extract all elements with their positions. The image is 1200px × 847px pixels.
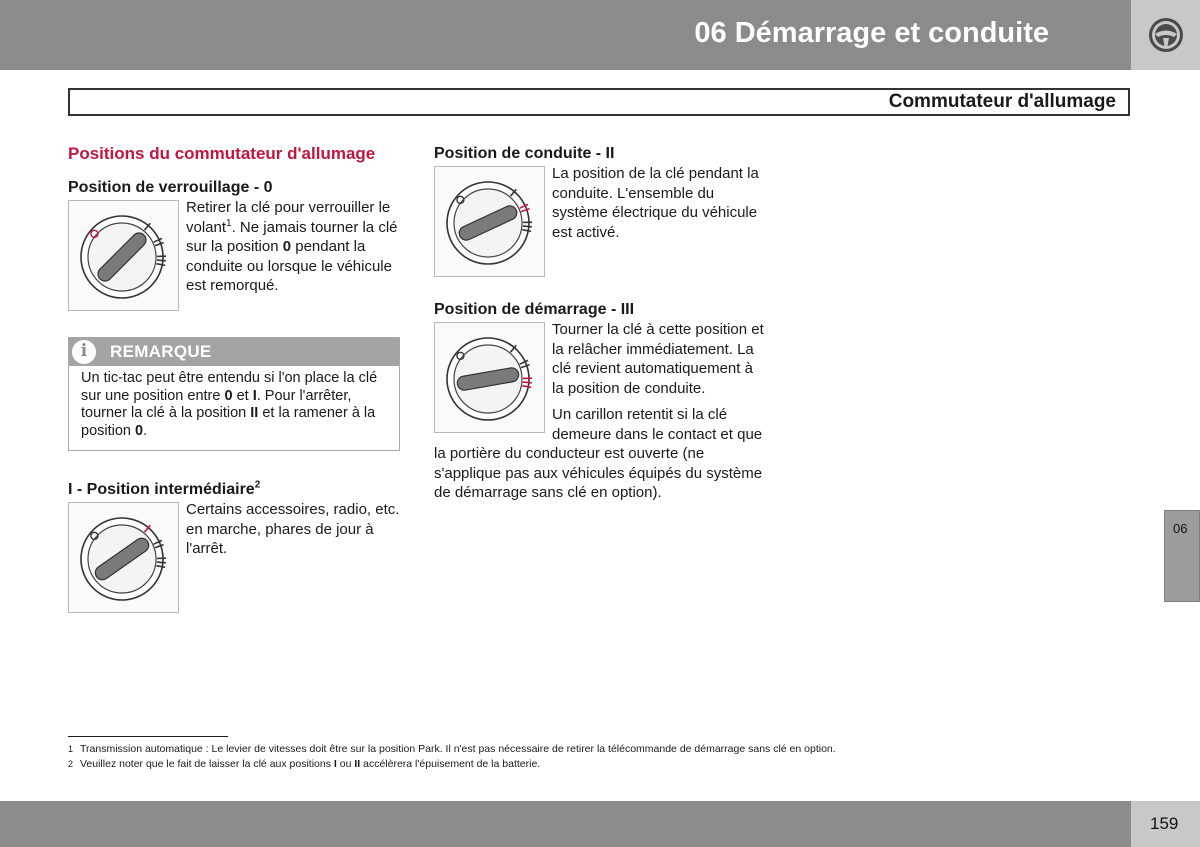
start-position-text-2: Un carillon retentit si la clé demeure dans le contact et que la portière du conducteur est ouverte (ne s'applique pas aux véhicules équipés du système de démarrage sans clé en option). xyxy=(434,406,763,501)
lock-position-text: Retirer la clé pour verrouiller le volant$^1$. Ne jamais tourner la clé sur la position 0 pendant la conduite ou lorsque le véhicule est remorqué. xyxy=(186,199,398,294)
ignition-diagram-intermediate xyxy=(68,502,179,613)
lock-position-heading: Position de verrouillage - 0 xyxy=(68,179,273,196)
footnotes xyxy=(68,742,836,772)
chapter-side-tab[interactable] xyxy=(1164,510,1200,602)
ignition-diagram-start xyxy=(434,322,545,433)
footnote-divider xyxy=(68,736,228,737)
footer-bar xyxy=(0,801,1131,847)
note-box xyxy=(68,337,400,451)
info-icon: i xyxy=(72,340,96,364)
note-header xyxy=(69,338,399,366)
section-title: Commutateur d'allumage xyxy=(888,91,1116,112)
drive-position-text: La position de la clé pendant la conduite. L'ensemble du système électrique du véhicule est activé. xyxy=(552,165,759,241)
drive-position-heading: Position de conduite - II xyxy=(434,145,615,162)
page-number: 159 xyxy=(1150,814,1179,833)
page-number-box xyxy=(1131,801,1200,847)
footnote-ref-2: 2 xyxy=(254,479,261,491)
start-position-heading: Position de démarrage - III xyxy=(434,301,635,318)
footnote-2: 2 Veuillez noter que le fait de laisser la clé aux positions I ou II accélèrera l'épuisement de la batterie. xyxy=(68,758,541,770)
left-column xyxy=(68,143,400,615)
intermediate-position-heading: I - Position intermédiaire$^2$ xyxy=(68,479,261,498)
intermediate-position-block xyxy=(68,500,400,615)
drive-position-block xyxy=(434,164,766,279)
note-title: REMARQUE xyxy=(110,342,212,362)
intermediate-position-text: Certains accessoires, radio, etc. en marche, phares de jour à l'arrêt. xyxy=(186,501,400,557)
chapter-title: 06 Démarrage et conduite xyxy=(694,17,1049,49)
footnote-1: 1 Transmission automatique : Le levier de vitesses doit être sur la position Park. Il n'est pas nécessaire de retirer la télécommande de démarrage sans clé en option. xyxy=(68,743,836,755)
steering-wheel-icon xyxy=(1146,15,1186,55)
footnote-ref-1: 1 xyxy=(226,217,232,229)
lock-position-block xyxy=(68,198,400,313)
main-heading: Positions du commutateur d'allumage xyxy=(68,144,376,163)
ignition-diagram-drive xyxy=(434,166,545,277)
chapter-header-bar xyxy=(0,0,1131,70)
start-position-block xyxy=(434,320,766,503)
ignition-diagram-lock xyxy=(68,200,179,311)
section-header xyxy=(68,88,1130,116)
note-text: Un tic-tac peut être entendu si l'on place la clé sur une position entre 0 et I. Pour l'arrêter, tourner la clé à la position II et la ramener à la position 0. xyxy=(81,370,378,439)
right-column xyxy=(434,143,766,503)
side-tab-label: 06 xyxy=(1173,521,1188,536)
start-position-text: Tourner la clé à cette position et la relâcher immédiatement. La clé revient automatiquement à la position de conduite. xyxy=(552,321,764,397)
chapter-icon-box xyxy=(1131,0,1200,70)
